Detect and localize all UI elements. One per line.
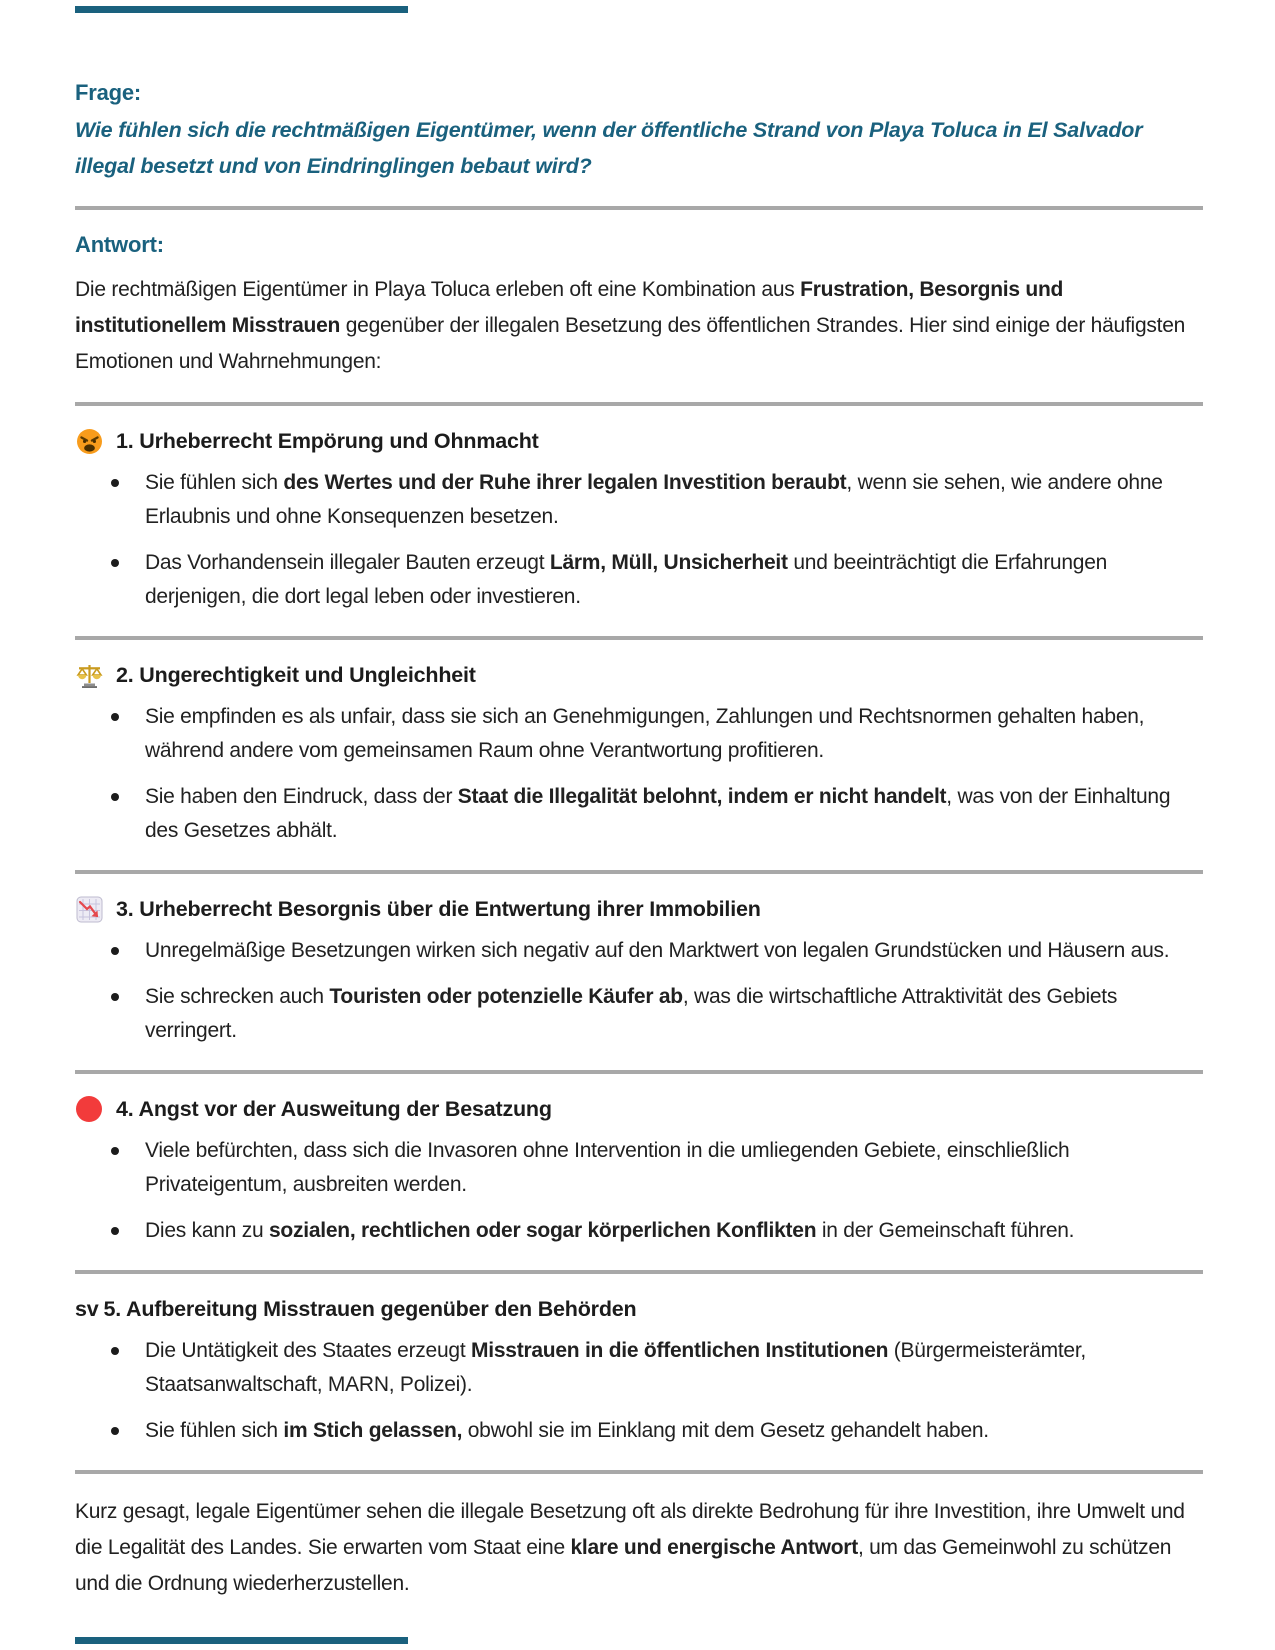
chart-decreasing-emoji-icon bbox=[75, 895, 103, 923]
question-text: Wie fühlen sich die rechtmäßigen Eigentümer, wenn der öffentliche Strand von Playa Toluca in El Salvador illegal besetzt und von Eindringlingen bebaut wird? bbox=[75, 118, 1143, 178]
topic-heading bbox=[75, 1094, 1203, 1124]
section-divider bbox=[75, 206, 1203, 210]
bullet-list bbox=[75, 1134, 1203, 1248]
header-rule bbox=[75, 6, 408, 13]
answer-label: Antwort: bbox=[75, 232, 164, 257]
topic-section-3 bbox=[75, 870, 1203, 1048]
topic-title: 4. Angst vor der Ausweitung der Besatzung bbox=[116, 1097, 552, 1121]
bullet-item: Sie fühlen sich des Wertes und der Ruhe ihrer legalen Investition beraubt, wenn sie sehen, wie andere ohne Erlaubnis und ohne Konsequenzen besetzen. bbox=[145, 466, 1203, 534]
question-label: Frage: bbox=[75, 80, 142, 105]
bullet-item: Die Untätigkeit des Staates erzeugt Misstrauen in die öffentlichen Institutionen (Bürgermeisterämter, Staatsanwaltschaft, MARN, Polizei). bbox=[145, 1334, 1203, 1402]
section-divider bbox=[75, 870, 1203, 874]
bullet-item: Dies kann zu sozialen, rechtlichen oder sogar körperlichen Konflikten in der Gemeinschaft führen. bbox=[145, 1214, 1203, 1248]
topic-section-1 bbox=[75, 402, 1203, 614]
topic-title: 2. Ungerechtigkeit und Ungleichheit bbox=[116, 663, 476, 687]
section-divider bbox=[75, 636, 1203, 640]
bullet-list bbox=[75, 934, 1203, 1048]
topic-heading bbox=[75, 426, 1203, 456]
topic-section-5 bbox=[75, 1270, 1203, 1448]
sv-fallback-icon: sv bbox=[75, 1297, 99, 1321]
topic-heading bbox=[75, 1294, 1203, 1324]
section-divider bbox=[75, 1070, 1203, 1074]
conclusion-paragraph: Kurz gesagt, legale Eigentümer sehen die illegale Besetzung oft als direkte Bedrohung für ihre Investition, ihre Umwelt und die Legalität des Landes. Sie erwarten vom Staat eine klare und energische Antwort, um das Gemeinwohl zu schützen und die Ordnung wiederherzustellen. bbox=[75, 1500, 1185, 1595]
bullet-list bbox=[75, 700, 1203, 848]
bullet-item: Das Vorhandensein illegaler Bauten erzeugt Lärm, Müll, Unsicherheit und beeinträchtigt die Erfahrungen derjenigen, die dort legal leben oder investieren. bbox=[145, 546, 1203, 614]
bullet-item: Sie empfinden es als unfair, dass sie sich an Genehmigungen, Zahlungen und Rechtsnormen gehalten haben, während andere vom gemeinsamen Raum ohne Verantwortung profitieren. bbox=[145, 700, 1203, 768]
section-divider bbox=[75, 402, 1203, 406]
balance-scale-emoji-icon bbox=[75, 661, 103, 689]
topic-section-2 bbox=[75, 636, 1203, 848]
topic-section-4 bbox=[75, 1070, 1203, 1248]
topic-heading bbox=[75, 660, 1203, 690]
bullet-item: Viele befürchten, dass sich die Invasoren ohne Intervention in die umliegenden Gebiete, einschließlich Privateigentum, ausbreiten werden. bbox=[145, 1134, 1203, 1202]
section-divider bbox=[75, 1470, 1203, 1474]
topic-title: 5. Aufbereitung Misstrauen gegenüber den Behörden bbox=[103, 1297, 637, 1321]
bullet-item: Sie schrecken auch Touristen oder potenzielle Käufer ab, was die wirtschaftliche Attraktivität des Gebiets verringert. bbox=[145, 980, 1203, 1048]
topic-title: 1. Urheberrecht Empörung und Ohnmacht bbox=[116, 429, 539, 453]
bullet-item: Sie fühlen sich im Stich gelassen, obwohl sie im Einklang mit dem Gesetz gehandelt haben. bbox=[145, 1414, 1203, 1448]
bullet-list bbox=[75, 466, 1203, 614]
answer-intro: Die rechtmäßigen Eigentümer in Playa Toluca erleben oft eine Kombination aus Frustration, Besorgnis und institutionellem Misstrauen gegenüber der illegalen Besetzung des öffentlichen Strandes. Hier sind einige der häufigsten Emotionen und Wahrnehmungen: bbox=[75, 278, 1186, 373]
section-divider bbox=[75, 1270, 1203, 1274]
angry-face-emoji-icon bbox=[75, 427, 103, 455]
bullet-list bbox=[75, 1334, 1203, 1448]
bullet-item: Unregelmäßige Besetzungen wirken sich negativ auf den Marktwert von legalen Grundstücken und Häusern aus. bbox=[145, 934, 1203, 968]
topic-heading bbox=[75, 894, 1203, 924]
red-circle-emoji-icon bbox=[75, 1095, 103, 1123]
document-body bbox=[75, 78, 1203, 1602]
bullet-item: Sie haben den Eindruck, dass der Staat die Illegalität belohnt, indem er nicht handelt, was von der Einhaltung des Gesetzes abhält. bbox=[145, 780, 1203, 848]
footer-rule bbox=[75, 1637, 408, 1644]
topic-title: 3. Urheberrecht Besorgnis über die Entwertung ihrer Immobilien bbox=[116, 897, 761, 921]
